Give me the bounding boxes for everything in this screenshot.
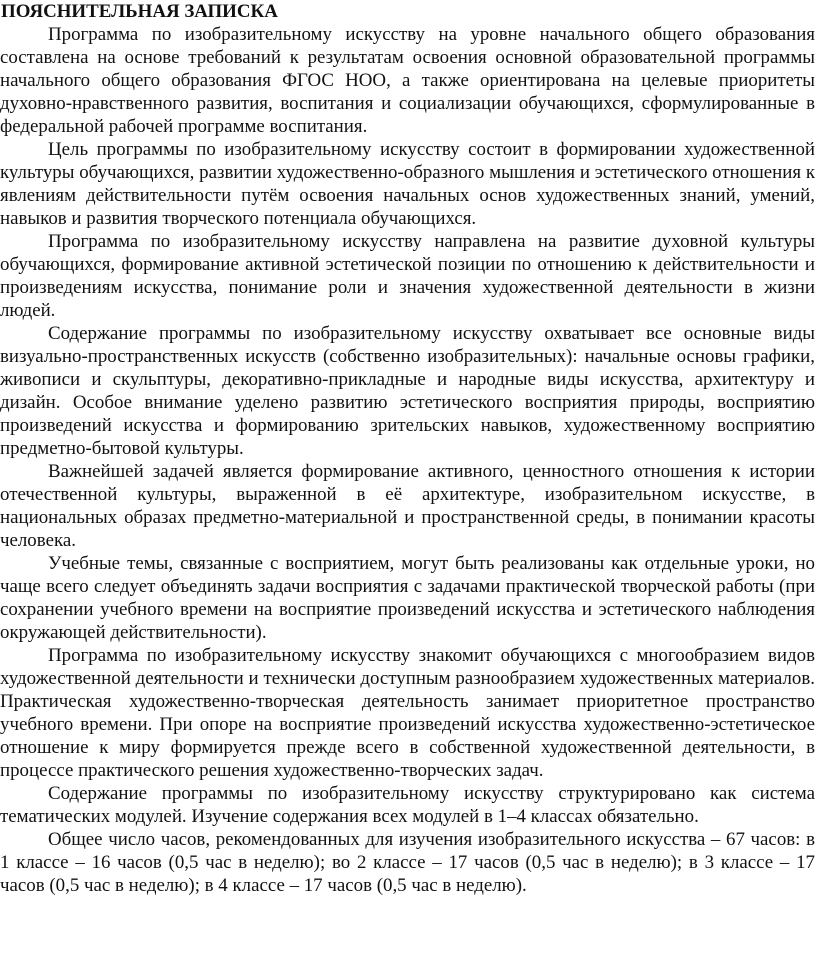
paragraph-2: Цель программы по изобразительному искусству состоит в формировании художественной культуры обучающихся, развитии художественно-образного мышления и эстетического отношения к явлениям действительности путём освоения начальных основ художественных знаний, умений, навыков и развития творческого потенциала обучающихся. [0,139,815,229]
paragraph-9: Общее число часов, рекомендованных для изучения изобразительного искусства – 67 часов: в 1 классе – 16 часов (0,5 час в неделю); во 2 классе – 17 часов (0,5 час в неделю); в 3 классе – 17 часов (0,5 час в неделю); в 4 классе – 17 часов (0,5 час в неделю). [0,829,815,896]
paragraph-7: Программа по изобразительному искусству знакомит обучающихся с многообразием видов художественной деятельности и технически доступным разнообразием художественных материалов. Практическая художественно-творческая деятельность занимает приоритетное пространство учебного времени. При опоре на восприятие произведений искусства художественно-эстетическое отношение к миру формируется прежде всего в собственной художественной деятельности, в процессе практического решения художественно-творческих задач. [0,645,815,781]
paragraph-1: Программа по изобразительному искусству на уровне начального общего образования составлена на основе требований к результатам освоения основной образовательной программы начального общего образования ФГОС НОО, а также ориентирована на целевые приоритеты духовно-нравственного развития, воспитания и социализации обучающихся, сформулированные в федеральной рабочей программе воспитания. [0,24,815,137]
paragraph-8: Содержание программы по изобразительному искусству структурировано как система тематических модулей. Изучение содержания всех модулей в 1–4 классах обязательно. [0,783,815,827]
paragraph-5: Важнейшей задачей является формирование активного, ценностного отношения к истории отечественной культуры, выраженной в её архитектуре, изобразительном искусстве, в национальных образах предметно-материальной и пространственной среды, в понимании красоты человека. [0,461,815,551]
paragraph-4: Содержание программы по изобразительному искусству охватывает все основные виды визуально-пространственных искусств (собственно изобразительных): начальные основы графики, живописи и скульптуры, декоративно-прикладные и народные виды искусства, архитектуру и дизайн. Особое внимание уделено развитию эстетического восприятия природы, восприятию произведений искусства и формированию зрительских навыков, художественному восприятию предметно-бытовой культуры. [0,323,815,459]
paragraph-6: Учебные темы, связанные с восприятием, могут быть реализованы как отдельные уроки, но чаще всего следует объединять задачи восприятия с задачами практической творческой работы (при сохранении учебного времени на восприятие произведений искусства и эстетического наблюдения окружающей действительности). [0,553,815,643]
paragraph-3: Программа по изобразительному искусству направлена на развитие духовной культуры обучающихся, формирование активной эстетической позиции по отношению к действительности и произведениям искусства, понимание роли и значения художественной деятельности в жизни людей. [0,231,815,321]
document-title: ПОЯСНИТЕЛЬНАЯ ЗАПИСКА [1,1,278,22]
